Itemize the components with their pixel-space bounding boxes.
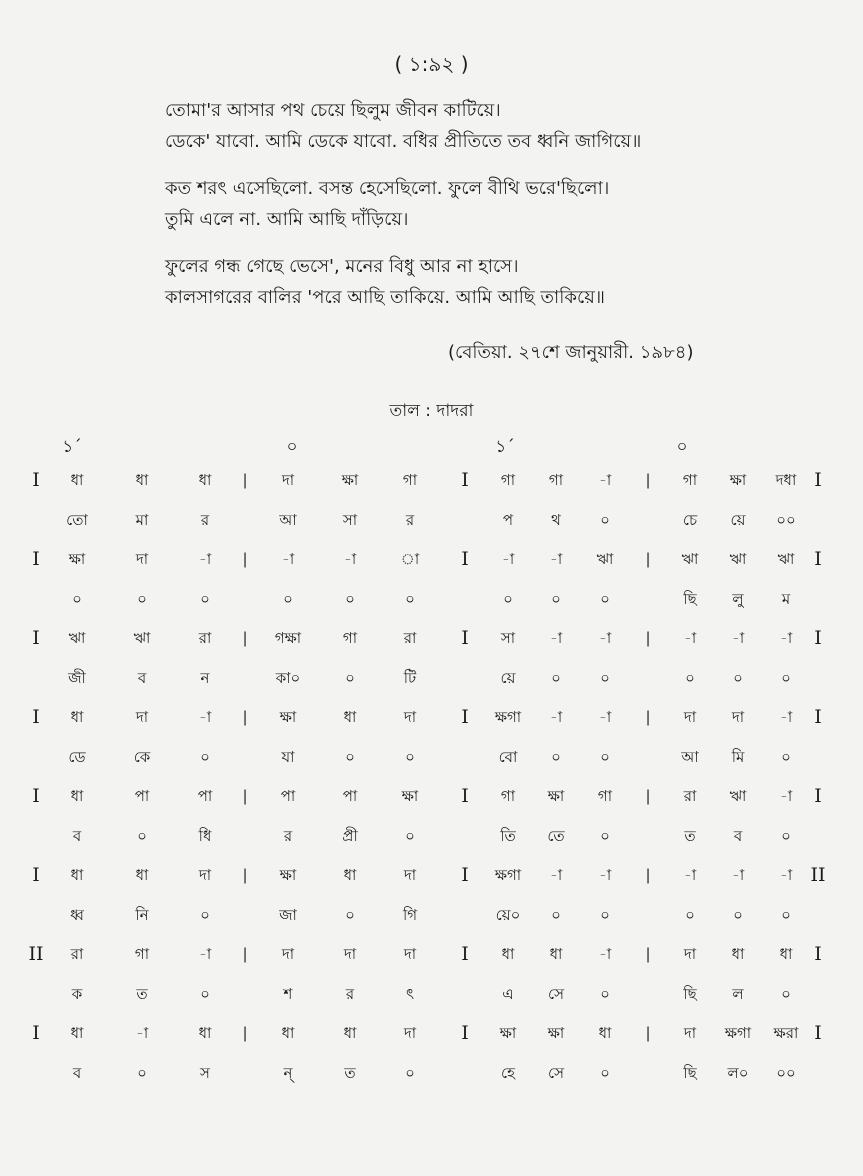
lyric-line: তুমি এলে না. আমি আছি দাঁড়িয়ে। [165,209,409,230]
lyric-syllable: জা [279,906,297,924]
lyric-syllable: বো [498,748,518,766]
lyric-line: কত শরৎ এসেছিলো. বসন্ত হেসেছিলো. ফুলে বীথি ভরে'ছিলো। [165,178,610,199]
swara-note: সা [500,629,516,647]
lyric-syllable: ০ [685,669,695,687]
swara-note: ধা [549,945,563,963]
lyric-line: তোমা'র আসার পথ চেয়ে ছিলুম জীবন কাটিয়ে। [165,100,501,121]
bar-line: | [242,787,248,805]
lyric-syllable: ০ [551,669,561,687]
swara-note: রা [70,945,84,963]
bar-line: | [645,787,651,805]
bar-line: I [32,1022,40,1044]
lyric-syllable: মি [731,748,745,766]
lyric-syllable: র [405,511,415,529]
lyric-syllable: গি [402,906,418,924]
lyric-syllable: ০ [137,827,147,845]
swara-note: -া [779,708,793,726]
lyric-syllable: ০ [781,748,791,766]
swara-note: ধা [135,866,149,884]
lyric-syllable: র [283,827,293,845]
swara-note: -া [683,866,697,884]
lyric-syllable: ছি [683,985,697,1003]
bar-line: II [28,943,44,965]
lyric-syllable: র [345,985,355,1003]
lyric-syllable: ০ [405,748,415,766]
bar-line: I [32,548,40,570]
stanza [165,173,805,235]
lyric-syllable: ০ [405,827,415,845]
swara-note: ধা [501,945,515,963]
lyric-syllable: ০ [200,590,210,608]
swara-note: -া [598,708,612,726]
swara-note: পা [342,787,358,805]
swara-note: ঋা [596,550,614,568]
lyric-syllable: চে [682,511,698,529]
lyric-syllable: ০ [600,511,610,529]
swara-note: ধা [198,1024,212,1042]
swara-note: -া [501,550,515,568]
lyric-syllable: আ [681,748,699,766]
bar-line: I [461,1022,469,1044]
bar-line: I [461,706,469,728]
lyric-syllable: ন্ [283,1064,293,1082]
swara-note: গা [500,787,516,805]
lyric-syllable: নি [135,906,149,924]
bar-line: I [461,943,469,965]
swara-note: -া [598,945,612,963]
lyric-syllable: প [502,511,514,529]
lyric-syllable: ০ [345,669,355,687]
lyric-syllable: ত [344,1064,356,1082]
swara-note: রা [683,787,697,805]
swara-note: -া [779,629,793,647]
beat-mark: ০ [286,437,298,457]
bar-line: | [242,708,248,726]
beat-mark: ১´ [495,437,515,457]
lyric-syllable: ০ [345,590,355,608]
bar-line: I [814,943,822,965]
swara-note: ধা [70,866,84,884]
lyric-syllable: ০ [283,590,293,608]
lyric-syllable: ত [136,985,148,1003]
swara-note: গা [597,787,613,805]
swara-note: রা [403,629,417,647]
stanza [165,251,805,313]
swara-note: -া [343,550,357,568]
lyric-syllable: ০ [781,985,791,1003]
lyric-syllable: যা [281,748,295,766]
lyric-syllable: ০ [600,669,610,687]
swara-note: -া [549,550,563,568]
lyric-syllable: ০ [733,669,743,687]
beat-mark: ১´ [62,437,82,457]
lyric-syllable: এ [502,985,514,1003]
swara-note: দধা [775,471,797,489]
swara-note: দা [403,1024,417,1042]
bar-line: | [645,1024,651,1042]
swara-note: ঋা [777,550,795,568]
swara-note: পা [197,787,213,805]
swara-note: -া [549,866,563,884]
swara-note: ধা [779,945,793,963]
lyric-syllable: ৎ [405,985,415,1003]
lyric-syllable: ব [72,827,82,845]
lyric-syllable: তি [500,827,516,845]
bar-line: | [242,945,248,963]
lyric-syllable: সে [548,985,564,1003]
lyric-syllable: ০ [137,590,147,608]
lyric-syllable: ডে [68,748,86,766]
swara-note: দা [403,945,417,963]
swara-note: -া [598,471,612,489]
stanza [165,95,805,157]
lyric-syllable: লু [732,590,744,608]
bar-line: I [32,706,40,728]
swara-note: পা [280,787,296,805]
page-number: ( ১:৯২ ) [394,52,469,76]
lyric-syllable: ধ্ব [70,906,84,924]
lyric-syllable: ০ [405,590,415,608]
bar-line: | [645,945,651,963]
swara-note: ক্ষা [729,471,747,489]
lyric-syllable: ল [732,985,744,1003]
swara-note: -া [779,866,793,884]
swara-note: -া [549,629,563,647]
swara-note: দা [731,708,745,726]
bar-line: I [814,548,822,570]
bar-line: I [814,785,822,807]
lyric-syllable: ম [781,590,791,608]
swara-note: দা [198,866,212,884]
lyric-syllable: ০ [503,590,513,608]
bar-line: I [461,785,469,807]
lyric-syllable: হে [501,1064,515,1082]
lyric-syllable: তো [66,511,88,529]
swara-note: -া [198,708,212,726]
lyric-syllable: য়ে০ [495,906,521,924]
swara-note: দা [683,708,697,726]
lyric-syllable: সা [342,511,358,529]
swara-note: গা [500,471,516,489]
lyric-syllable: ০ [600,906,610,924]
swara-note: দা [343,945,357,963]
swara-note: ক্ষা [279,866,297,884]
swara-note: ক্ষা [499,1024,517,1042]
swara-note: দা [135,708,149,726]
bar-line: I [814,627,822,649]
lyric-syllable: ০ [781,906,791,924]
bar-line: I [461,864,469,886]
lyric-syllable: ০ [600,748,610,766]
lyric-syllable: ব [72,1064,82,1082]
swara-note: ক্ষা [341,471,359,489]
lyric-line: ডেকে' যাবো. আমি ডেকে যাবো. বধির প্রীতিতে তব ধ্বনি জাগিয়ে॥ [165,131,642,152]
bar-line: I [814,1022,822,1044]
bar-line: | [645,866,651,884]
swara-note: ক্ষা [547,1024,565,1042]
swara-note: ধা [70,1024,84,1042]
bar-line: | [242,1024,248,1042]
bar-line: II [810,864,826,886]
bar-line: | [242,866,248,884]
swara-note: গা [402,471,418,489]
lyric-syllable: ০ [200,906,210,924]
swara-note: দা [135,550,149,568]
swara-note: ধা [70,708,84,726]
swara-note: ধা [281,1024,295,1042]
swara-note: ঋা [729,787,747,805]
lyric-syllable: ছি [683,1064,697,1082]
lyric-syllable: কা০ [275,669,301,687]
swara-note: -া [198,945,212,963]
swara-note: গক্ষা [274,629,302,647]
lyric-syllable: আ [279,511,297,529]
lyric-syllable: কে [133,748,151,766]
swara-note: ঋা [68,629,86,647]
lyrics [165,95,805,329]
swara-note: ঋা [133,629,151,647]
lyric-syllable: ০ [600,1064,610,1082]
dateline: (বেতিয়া. ২৭শে জানুয়ারী. ১৯৮৪) [448,342,694,363]
swara-note: -া [135,1024,149,1042]
bar-line: I [32,864,40,886]
lyric-syllable: ন [200,669,210,687]
swara-note: ক্ষগা [724,1024,752,1042]
lyric-syllable: টি [403,669,417,687]
lyric-syllable: প্রী [342,827,358,845]
bar-line: I [32,627,40,649]
swara-note: ধা [70,471,84,489]
swara-note: -া [549,708,563,726]
lyric-syllable: স [200,1064,210,1082]
lyric-syllable: ০০ [776,1064,796,1082]
swara-note: গা [548,471,564,489]
swara-note: ধা [198,471,212,489]
swara-note: ক্ষা [68,550,86,568]
tala-title: তাল : দাদরা [389,401,474,421]
swara-note: -া [598,866,612,884]
lyric-syllable: ০ [345,748,355,766]
swara-note: ধা [598,1024,612,1042]
bar-line: | [242,629,248,647]
lyric-syllable: ল০ [727,1064,749,1082]
lyric-syllable: থ [551,511,561,529]
bar-line: I [461,627,469,649]
swara-note: ধা [731,945,745,963]
lyric-syllable: ব [137,669,147,687]
swara-note: -া [598,629,612,647]
swara-note: ক্ষা [401,787,419,805]
bar-line: I [32,785,40,807]
swara-note: গা [682,471,698,489]
lyric-syllable: ০ [200,985,210,1003]
swara-note: ক্ষা [547,787,565,805]
bar-line: I [814,706,822,728]
swara-note: ক্ষগা [494,708,522,726]
swara-note: ধা [343,1024,357,1042]
bar-line: | [242,550,248,568]
swara-note: দা [403,708,417,726]
lyric-syllable: ০ [733,906,743,924]
lyric-syllable: ০ [345,906,355,924]
swara-note: -া [731,629,745,647]
lyric-syllable: য়ে [730,511,746,529]
bar-line: | [645,708,651,726]
bar-line: I [461,469,469,491]
swara-note: পা [134,787,150,805]
lyric-syllable: সে [548,1064,564,1082]
lyric-syllable: ছি [683,590,697,608]
swara-note: ধা [343,708,357,726]
swara-note: -া [198,550,212,568]
bar-line: | [242,471,248,489]
lyric-syllable: ত [684,827,696,845]
bar-line: I [814,469,822,491]
lyric-syllable: মা [135,511,149,529]
swara-note: ধা [343,866,357,884]
lyric-syllable: ০ [600,827,610,845]
lyric-syllable: র [200,511,210,529]
swara-note: -া [281,550,295,568]
lyric-syllable: ০০ [776,511,796,529]
lyric-syllable: ০ [600,985,610,1003]
swara-note: দা [281,945,295,963]
swara-note: দা [403,866,417,884]
lyric-syllable: ০ [781,827,791,845]
bar-line: | [645,471,651,489]
bar-line: I [32,469,40,491]
swara-note: -া [731,866,745,884]
bar-line: | [645,550,651,568]
lyric-syllable: জী [68,669,86,687]
swara-note: ক্ষা [279,708,297,726]
swara-note: গা [134,945,150,963]
swara-note: দা [683,1024,697,1042]
lyric-syllable: ০ [551,590,561,608]
swara-note: গা [342,629,358,647]
beat-mark: ০ [676,437,688,457]
lyric-syllable: ০ [781,669,791,687]
lyric-syllable: য়ে [500,669,516,687]
swara-note: -া [683,629,697,647]
swara-note: া [400,550,420,568]
lyric-syllable: ০ [551,748,561,766]
swara-note: ঋা [681,550,699,568]
swara-note: ধা [70,787,84,805]
lyric-syllable: ০ [551,906,561,924]
swara-note: দা [281,471,295,489]
swara-note: ঋা [729,550,747,568]
swara-note: রা [198,629,212,647]
lyric-syllable: ব [733,827,743,845]
lyric-syllable: তে [547,827,565,845]
lyric-line: কালসাগরের বালির 'পরে আছি তাকিয়ে. আমি আছি তাকিয়ে॥ [165,287,605,308]
lyric-syllable: ০ [137,1064,147,1082]
lyric-syllable: ০ [200,748,210,766]
lyric-syllable: ০ [405,1064,415,1082]
swara-note: ক্ষরা [773,1024,799,1042]
bar-line: I [461,548,469,570]
lyric-syllable: ধি [198,827,212,845]
lyric-syllable: ক [71,985,83,1003]
swara-note: ক্ষগা [494,866,522,884]
lyric-syllable: ০ [600,590,610,608]
lyric-syllable: শ [283,985,293,1003]
swara-note: দা [683,945,697,963]
lyric-syllable: ০ [685,906,695,924]
lyric-syllable: ০ [72,590,82,608]
bar-line: | [645,629,651,647]
swara-note: -া [779,787,793,805]
swara-note: ধা [135,471,149,489]
lyric-line: ফুলের গন্ধ গেছে ভেসে', মনের বিধু আর না হাসে। [165,256,519,277]
